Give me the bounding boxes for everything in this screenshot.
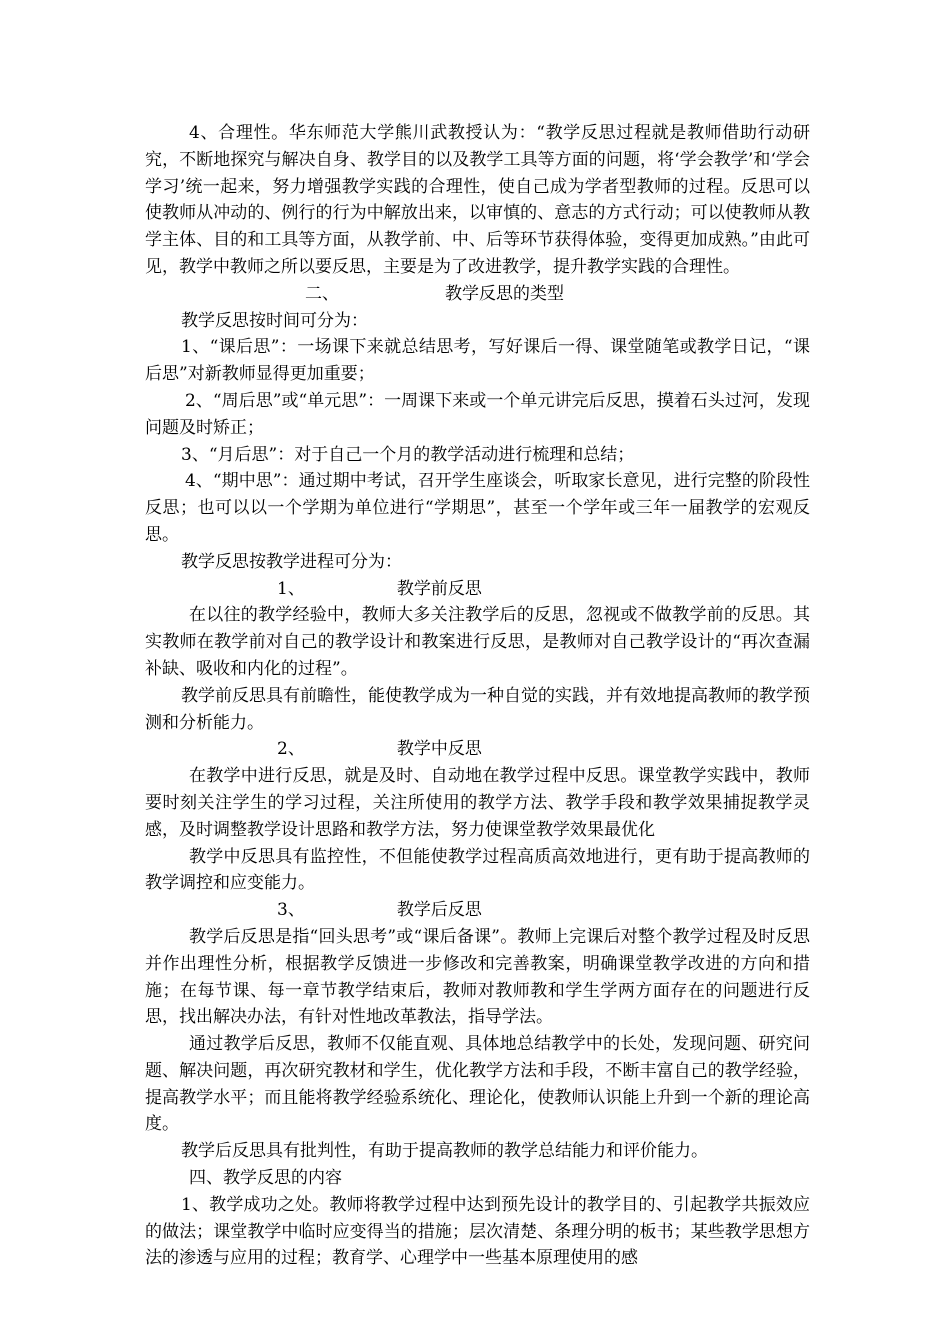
list-item-after-week: 2、“周后思”或“单元思”：一周课下来或一个单元讲完后反思，摸着石头过河，发现问题及时矫正； (145, 390, 810, 438)
subheading-number: 1、 (277, 578, 305, 599)
paragraph-during-teaching-summary: 教学中反思具有监控性，不但能使教学过程高质高效地进行，更有助于提高教师的教学调控和应变能力。 (145, 846, 810, 894)
subheading-title: 教学前反思 (396, 578, 482, 599)
list-item-success: 1、教学成功之处。教师将教学过程中达到预先设计的教学目的、引起教学共振效应的做法；课堂教学中临时应变得当的措施；层次清楚、条理分明的板书；某些教学思想方法的渗透与应用的过程；教育学、心理学中一些基本原理使用的感 (145, 1194, 810, 1269)
section-number: 二、 (305, 283, 339, 304)
subheading-title: 教学中反思 (396, 739, 482, 760)
subheading-pre-teaching (145, 576, 810, 603)
paragraph-rationality: 4、合理性。华东师范大学熊川武教授认为：“教学反思过程就是教师借助行动研究，不断地探究与解决自身、教学目的以及教学工具等方面的问题，将‘学会教学’和‘学会学习’统一起来，努力增强教学实践的合理性，使自己成为学者型教师的过程。反思可以使教师从冲动的、例行的行为中解放出来，以审慎的、意志的方式行动；可以使教师从教学主体、目的和工具等方面，从教学前、中、后等环节获得体验，变得更加成熟。”由此可见，教学中教师之所以要反思，主要是为了改进教学，提升教学实践的合理性。 (145, 123, 810, 277)
paragraph-post-teaching: 教学后反思是指“回头思考”或“课后备课”。教师上完课后对整个教学过程及时反思并作出理性分析，根据教学反馈进一步修改和完善教案，明确课堂教学改进的方向和措施；在每节课、每一章节教学结束后，教师对教师教和学生学两方面存在的问题进行反思，找出解决办法，有针对性地改革教法，指导学法。 (145, 926, 810, 1028)
section-title: 教学反思的类型 (445, 283, 564, 304)
subheading-number: 2、 (277, 739, 305, 760)
list-item-midterm: 4、“期中思”：通过期中考试，召开学生座谈会，听取家长意见，进行完整的阶段性反思；也可以以一个学期为单位进行“学期思”，甚至一个学年或三年一届教学的宏观反思。 (145, 471, 810, 545)
list-item-after-month: 3、“月后思”：对于自己一个月的教学活动进行梳理和总结； (181, 444, 635, 465)
subheading-number: 3、 (277, 900, 305, 921)
paragraph-by-time-intro: 教学反思按时间可分为： (181, 310, 368, 331)
paragraph-pre-teaching-summary: 教学前反思具有前瞻性，能使教学成为一种自觉的实践，并有效地提高教师的教学预测和分析能力。 (145, 685, 810, 733)
document-body (145, 120, 810, 1272)
paragraph-during-teaching: 在教学中进行反思，就是及时、自动地在教学过程中反思。课堂教学实践中，教师要时刻关注学生的学习过程，关注所使用的教学方法、教学手段和教学效果捕捉教学灵感，及时调整教学设计思路和教学方法，努力使课堂教学效果最优化 (145, 766, 810, 840)
subheading-title: 教学后反思 (396, 900, 482, 921)
paragraph-post-teaching-benefits: 通过教学后反思，教师不仅能直观、具体地总结教学中的长处，发现问题、研究问题、解决问题，再次研究教材和学生，优化教学方法和手段，不断丰富自己的教学经验，提高教学水平；而且能将教学经验系统化、理论化，使教师认识能上升到一个新的理论高度。 (145, 1034, 810, 1135)
paragraph-post-teaching-summary: 教学后反思具有批判性，有助于提高教师的教学总结能力和评价能力。 (181, 1141, 708, 1162)
section-heading-types (145, 281, 810, 308)
subheading-post-teaching (145, 897, 810, 924)
paragraph-by-process-intro: 教学反思按教学进程可分为： (181, 551, 402, 572)
list-item-after-class: 1、“课后思”：一场课下来就总结思考，写好课后一得、课堂随笔或教学日记，“课后思”对新教师显得更加重要； (145, 337, 810, 385)
section-heading-content: 四、教学反思的内容 (189, 1168, 342, 1189)
paragraph-pre-teaching: 在以往的教学经验中，教师大多关注教学后的反思，忽视或不做教学前的反思。其实教师在教学前对自己的教学设计和教案进行反思，是教师对自己教学设计的“再次查漏补缺、吸收和内化的过程”。 (145, 605, 810, 679)
subheading-during-teaching (145, 736, 810, 763)
